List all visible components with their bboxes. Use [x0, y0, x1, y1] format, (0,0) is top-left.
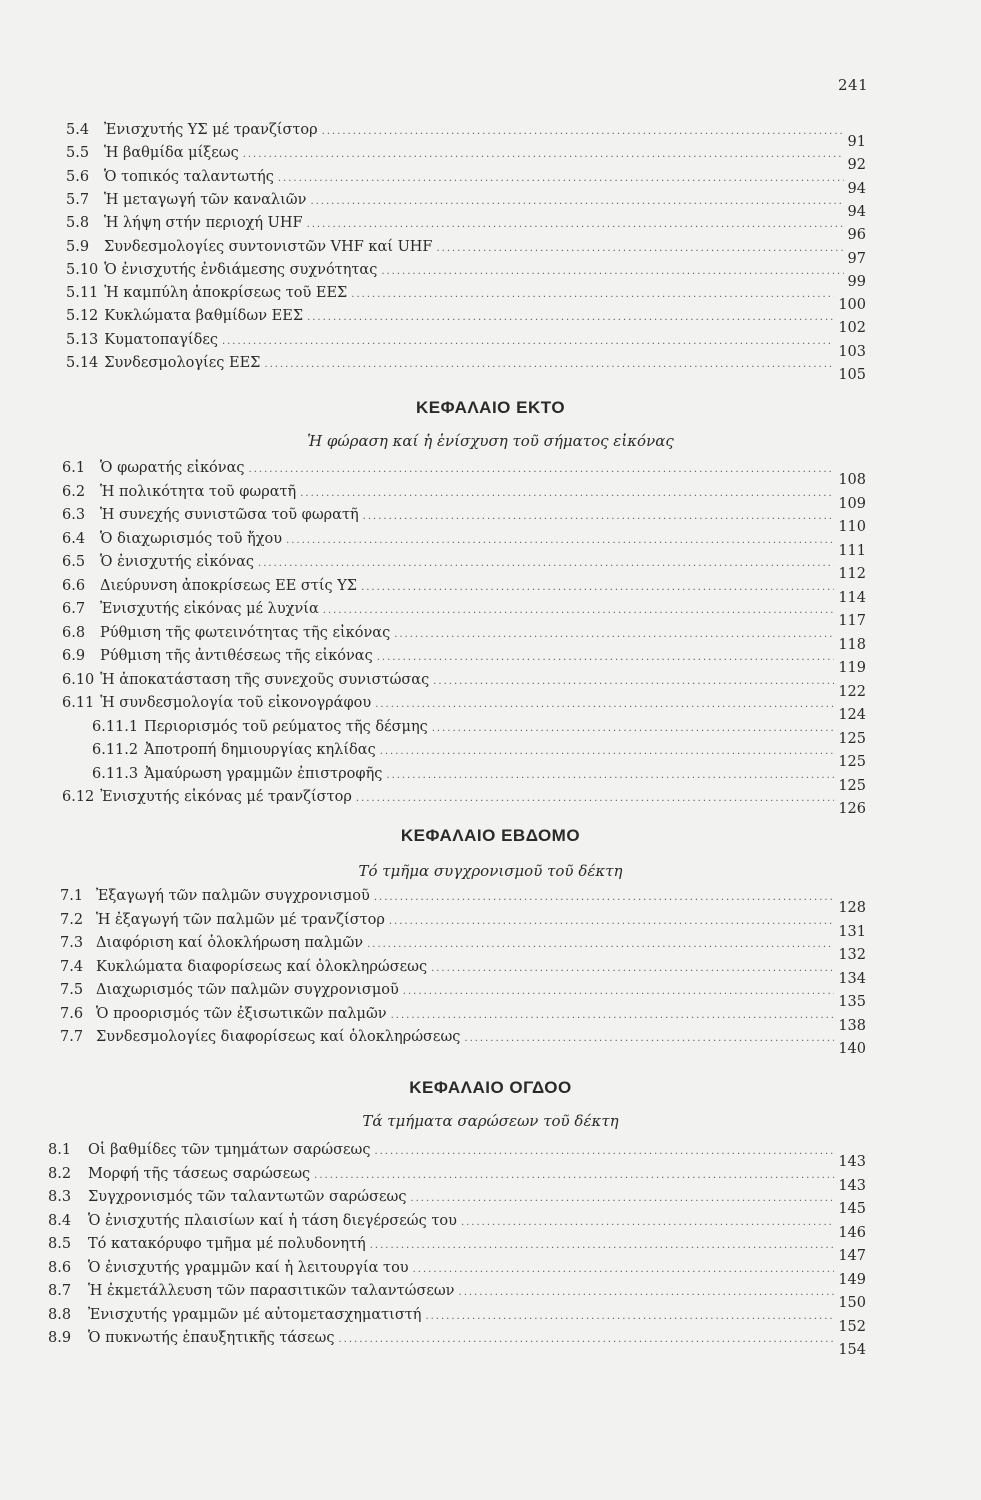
toc-entry-page: 91 [847, 134, 866, 150]
dot-leader [425, 1311, 834, 1322]
dot-leader [243, 149, 844, 160]
toc-entry-title: Ἐνισχυτής ΥΣ μέ τρανζίστορ [104, 122, 318, 138]
toc-entry [60, 888, 866, 916]
toc-entry-number: 7.3 [60, 935, 84, 951]
chapter-8-subtitle: Τά τμήματα σαρώσεων τοῦ δέκτη [362, 1112, 619, 1130]
toc-entry-page: 134 [838, 970, 866, 987]
dot-leader [286, 535, 834, 546]
toc-entry-page: 118 [838, 636, 866, 653]
toc-entry-page: 143 [838, 1154, 866, 1170]
toc-entry [92, 718, 866, 747]
toc-entry-number: 7.2 [60, 911, 84, 928]
toc-entry [62, 624, 866, 653]
toc-entry-page: 135 [838, 994, 866, 1010]
toc-entry-title: Περιορισμός τοῦ ρεύματος τῆς δέσμης [144, 718, 428, 735]
toc-entry-title: Ἀμαύρωση γραμμῶν ἐπιστροφῆς [144, 765, 383, 782]
dot-leader [403, 986, 835, 997]
toc-entry-title: Διεύρυνση ἀποκρίσεως ΕΕ στίς ΥΣ [100, 577, 358, 594]
toc-entry-number: 8.6 [48, 1259, 72, 1276]
toc-entry-page: 125 [838, 777, 866, 794]
toc-entry-number: 7.5 [60, 982, 84, 998]
toc-entry-title: Ἡ συνδεσμολογία τοῦ εἰκονογράφου [100, 695, 372, 711]
toc-entry [66, 261, 866, 290]
toc-entry [48, 1306, 866, 1335]
toc-entry-page: 117 [838, 613, 866, 629]
dot-leader [432, 723, 835, 734]
toc-entry-title: Συνδεσμολογίες διαφορίσεως καί ὁλοκληρώσεως [96, 1029, 461, 1045]
toc-entry-number: 7.4 [60, 958, 84, 975]
dot-leader [310, 196, 843, 207]
toc-entry-title: Κυματοπαγίδες [104, 331, 218, 348]
dot-leader [322, 126, 844, 137]
toc-entry-title: Διαχωρισμός τῶν παλμῶν συγχρονισμοῦ [96, 982, 399, 998]
toc-entry-page: 94 [847, 203, 866, 220]
toc-entry-number: 6.7 [62, 601, 86, 617]
chapter-7-heading: ΚΕΦΑΛΑΙΟ ΕΒΔΟΜΟ [400, 826, 581, 845]
toc-entry-number: 5.11 [66, 285, 99, 302]
dot-leader [461, 1217, 834, 1228]
toc-entry-page: 138 [838, 1017, 866, 1034]
toc-entry-title: Τό κατακόρυφο τμῆμα μέ πολυδονητή [88, 1236, 366, 1252]
toc-entry-title: Ἐνισχυτής εἰκόνας μέ λυχνία [100, 601, 319, 617]
toc-entry-number: 5.10 [66, 261, 99, 278]
toc-entry-number: 5.5 [66, 145, 90, 162]
toc-entry [66, 122, 866, 150]
toc-entry-number: 6.3 [62, 507, 86, 523]
toc-entry [66, 168, 866, 197]
toc-entry [60, 935, 866, 963]
dot-leader [433, 676, 834, 687]
toc-entry-title: Ὁ τοπικός ταλαντωτής [104, 168, 274, 185]
toc-entry-number: 5.9 [66, 238, 90, 255]
dot-leader [278, 173, 844, 184]
toc-entry-number: 6.12 [62, 789, 95, 805]
toc-entry [66, 238, 866, 267]
toc-entry-number: 6.2 [62, 483, 86, 500]
toc-entry-number: 6.11.1 [92, 718, 139, 735]
toc-entry-page: 124 [838, 707, 866, 723]
toc-entry-number: 8.5 [48, 1236, 72, 1252]
toc-entry [60, 982, 866, 1010]
toc-entry-number: 7.6 [60, 1005, 84, 1022]
toc-entry-number: 5.7 [66, 191, 90, 208]
dot-leader [363, 511, 835, 522]
toc-entry-title: Ὁ προορισμός τῶν ἐξισωτικῶν παλμῶν [96, 1005, 387, 1022]
chapter-6-subtitle: Ἡ φώραση καί ἡ ἐνίσχυση τοῦ σήματος εἰκόνας [307, 432, 674, 450]
toc-entry-title: Ρύθμιση τῆς ἀντιθέσεως τῆς εἰκόνας [100, 648, 373, 664]
toc-entry-page: 143 [838, 1177, 866, 1194]
toc-entry [66, 308, 866, 337]
toc-entry-page: 119 [838, 660, 866, 676]
toc-entry-number: 6.9 [62, 648, 86, 664]
dot-leader [339, 1334, 835, 1345]
toc-entry-title: Ἡ λήψη στήν περιοχή UHF [104, 215, 303, 232]
toc-entry [66, 355, 866, 383]
toc-entry-page: 132 [838, 947, 866, 963]
toc-entry [62, 554, 866, 582]
toc-entry-number: 6.6 [62, 577, 86, 594]
dot-leader [361, 582, 834, 593]
dot-leader [307, 219, 844, 230]
toc-entry [48, 1212, 866, 1241]
dot-leader [374, 892, 834, 903]
toc-entry [48, 1259, 866, 1288]
toc-entry-title: Ἡ συνεχής συνιστῶσα τοῦ φωρατῆ [100, 507, 359, 523]
toc-entry-title: Ρύθμιση τῆς φωτεινότητας τῆς εἰκόνας [100, 624, 391, 641]
toc-entry-page: 128 [838, 900, 866, 916]
toc-entry [62, 507, 866, 535]
dot-leader [377, 652, 835, 663]
toc-entry-title: Ὁ ἐνισχυτής εἰκόνας [100, 554, 255, 570]
dot-leader [391, 1010, 835, 1021]
toc-entry-number: 6.11.3 [92, 765, 139, 782]
toc-entry [60, 1029, 866, 1057]
dot-leader [314, 1170, 834, 1181]
dot-leader [431, 963, 834, 974]
dot-leader [375, 699, 834, 710]
toc-entry-number: 5.13 [66, 331, 99, 348]
toc-entry-title: Κυκλώματα βαθμίδων ΕΕΣ [104, 308, 304, 325]
toc-entry-page: 154 [838, 1342, 866, 1358]
toc-entry [62, 577, 866, 606]
chapter-7-subtitle: Τό τμῆμα συγχρονισμοῦ τοῦ δέκτη [358, 862, 623, 880]
toc-entry [66, 285, 866, 314]
toc-entry-title: Ὁ διαχωρισμός τοῦ ἤχου [100, 530, 283, 547]
toc-entry-page: 112 [838, 566, 866, 582]
toc-entry-title: Οἱ βαθμίδες τῶν τμημάτων σαρώσεως [88, 1142, 371, 1158]
toc-entry-page: 147 [838, 1248, 866, 1264]
toc-entry-number: 8.2 [48, 1165, 72, 1182]
toc-entry-page: 103 [838, 343, 866, 360]
toc-entry-page: 96 [847, 227, 866, 244]
toc-entry-page: 94 [847, 180, 866, 197]
toc-entry-title: Ὁ ἐνισχυτής πλαισίων καί ἡ τάση διεγέρσεώς του [88, 1212, 457, 1229]
toc-entry [60, 911, 866, 940]
toc-entry-number: 8.9 [48, 1330, 72, 1346]
toc-entry-number: 5.12 [66, 308, 99, 325]
dot-leader [389, 916, 834, 927]
dot-leader [307, 312, 834, 323]
toc-entry-page: 131 [838, 923, 866, 940]
toc-entry-title: Συνδεσμολογίες συντονιστῶν VHF καί UHF [104, 238, 433, 255]
toc-entry [62, 695, 866, 723]
toc-entry-page: 105 [838, 367, 866, 383]
toc-entry-title: Ὁ πυκνωτής ἐπαυξητικῆς τάσεως [88, 1330, 335, 1346]
toc-entry-number: 8.8 [48, 1306, 72, 1323]
toc-entry-title: Ἡ ἐξαγωγή τῶν παλμῶν μέ τρανζίστορ [96, 911, 385, 928]
dot-leader [356, 793, 834, 804]
toc-entry-page: 125 [838, 754, 866, 770]
dot-leader [374, 1146, 834, 1157]
dot-leader [258, 558, 834, 569]
toc-entry-number: 7.1 [60, 888, 84, 904]
toc-entry [48, 1283, 866, 1311]
toc-entry-page: 100 [838, 297, 866, 314]
toc-entry-page: 109 [838, 495, 866, 512]
toc-entry-title: Ἡ μεταγωγή τῶν καναλιῶν [104, 191, 307, 208]
toc-entry-number: 5.8 [66, 215, 90, 232]
toc-entry-page: 126 [838, 801, 866, 817]
toc-entry [60, 958, 866, 987]
toc-entry [48, 1330, 866, 1358]
toc-entry-number: 8.7 [48, 1283, 72, 1299]
toc-entry-page: 146 [838, 1224, 866, 1241]
toc-entry-number: 6.11.2 [92, 742, 139, 758]
dot-leader [249, 464, 835, 475]
dot-leader [367, 939, 834, 950]
dot-leader [410, 1193, 834, 1204]
dot-leader [323, 605, 835, 616]
toc-entry-title: Διαφόριση καί ὁλοκλήρωση παλμῶν [96, 935, 364, 951]
dot-leader [300, 488, 834, 499]
toc-entry-page: 125 [838, 730, 866, 747]
toc-entry-page: 108 [838, 472, 866, 488]
dot-leader [380, 746, 835, 757]
toc-entry-title: Ἀποτροπή δημιουργίας κηλίδας [144, 742, 376, 758]
toc-entry-page: 122 [838, 683, 866, 700]
dot-leader [464, 1033, 834, 1044]
toc-entry-title: Ἐξαγωγή τῶν παλμῶν συγχρονισμοῦ [96, 888, 370, 904]
toc-entry-title: Συγχρονισμός τῶν ταλαντωτῶν σαρώσεως [88, 1189, 407, 1205]
toc-entry-title: Ἡ βαθμίδα μίξεως [104, 145, 239, 162]
dot-leader [386, 770, 834, 781]
toc-entry [92, 742, 866, 770]
toc-entry-title: Ἐνισχυτής εἰκόνας μέ τρανζίστορ [100, 789, 352, 805]
toc-entry-number: 6.10 [62, 671, 95, 688]
toc-entry [60, 1005, 866, 1034]
toc-entry-number: 5.14 [66, 355, 99, 371]
toc-entry [62, 648, 866, 676]
chapter-8-heading: ΚΕΦΑΛΑΙΟ ΟΓΔΟΟ [409, 1078, 572, 1097]
toc-entry-number: 6.5 [62, 554, 86, 570]
toc-entry-title: Ὁ ἐνισχυτής γραμμῶν καί ἡ λειτουργία του [88, 1259, 409, 1276]
toc-entry-title: Ὁ φωρατής εἰκόνας [100, 460, 245, 476]
toc-entry-number: 6.1 [62, 460, 86, 476]
page-number: 241 [838, 76, 869, 94]
toc-entry [48, 1142, 866, 1170]
toc-entry [62, 460, 866, 488]
toc-entry [48, 1165, 866, 1194]
toc-entry-number: 8.3 [48, 1189, 72, 1205]
toc-entry [62, 601, 866, 629]
toc-entry-title: Ὁ ἐνισχυτής ἐνδιάμεσης συχνότητας [104, 261, 378, 278]
toc-entry [66, 331, 866, 360]
dot-leader [222, 336, 834, 347]
toc-entry-page: 149 [838, 1271, 866, 1288]
toc-entry-title: Συνδεσμολογίες ΕΕΣ [104, 355, 261, 371]
toc-entry-page: 140 [838, 1041, 866, 1057]
dot-leader [381, 266, 843, 277]
toc-entry-number: 6.11 [62, 695, 95, 711]
toc-entry-number: 8.4 [48, 1212, 72, 1229]
toc-entry-page: 152 [838, 1318, 866, 1335]
toc-entry [62, 530, 866, 559]
toc-entry-number: 6.8 [62, 624, 86, 641]
dot-leader [459, 1287, 835, 1298]
toc-entry-title: Ἡ πολικότητα τοῦ φωρατῆ [100, 483, 297, 500]
dot-leader [437, 243, 844, 254]
toc-entry-page: 150 [838, 1295, 866, 1311]
toc-entry [92, 765, 866, 794]
toc-entry-number: 8.1 [48, 1142, 72, 1158]
toc-entry-number: 6.4 [62, 530, 86, 547]
toc-entry-title: Κυκλώματα διαφορίσεως καί ὁλοκληρώσεως [96, 958, 428, 975]
toc-entry-title: Ἡ ἀποκατάσταση τῆς συνεχοῦς συνιστώσας [100, 671, 430, 688]
toc-entry-page: 145 [838, 1201, 866, 1217]
toc-entry [66, 191, 866, 220]
toc-entry-number: 7.7 [60, 1029, 84, 1045]
toc-entry-title: Μορφή τῆς τάσεως σαρώσεως [88, 1165, 311, 1182]
toc-entry [66, 145, 866, 174]
toc-entry-page: 97 [847, 250, 866, 267]
toc-entry-page: 92 [847, 157, 866, 174]
toc-entry-title: Ἡ ἐκμετάλλευση τῶν παρασιτικῶν ταλαντώσεων [88, 1283, 455, 1299]
toc-entry-page: 102 [838, 320, 866, 337]
toc-entry-title: Ἐνισχυτής γραμμῶν μέ αὐτομετασχηματιστή [88, 1306, 422, 1323]
toc-entry-page: 110 [838, 519, 866, 535]
dot-leader [413, 1264, 835, 1275]
toc-entry-number: 5.4 [66, 122, 90, 138]
toc-entry [48, 1236, 866, 1264]
chapter-6-heading: ΚΕΦΑΛΑΙΟ ΕΚΤΟ [415, 398, 566, 417]
toc-entry [48, 1189, 866, 1217]
dot-leader [264, 359, 834, 370]
toc-entry-page: 111 [838, 542, 866, 559]
toc-entry-page: 114 [838, 589, 866, 606]
dot-leader [394, 629, 834, 640]
toc-entry [62, 789, 866, 817]
toc-entry [62, 671, 866, 700]
toc-entry-page: 99 [847, 273, 866, 290]
dot-leader [351, 289, 834, 300]
toc-entry-title: Ἡ καμπύλη ἀποκρίσεως τοῦ ΕΕΣ [104, 285, 348, 302]
dot-leader [370, 1240, 835, 1251]
toc-entry [62, 483, 866, 512]
toc-entry-number: 5.6 [66, 168, 90, 185]
toc-entry [66, 215, 866, 244]
